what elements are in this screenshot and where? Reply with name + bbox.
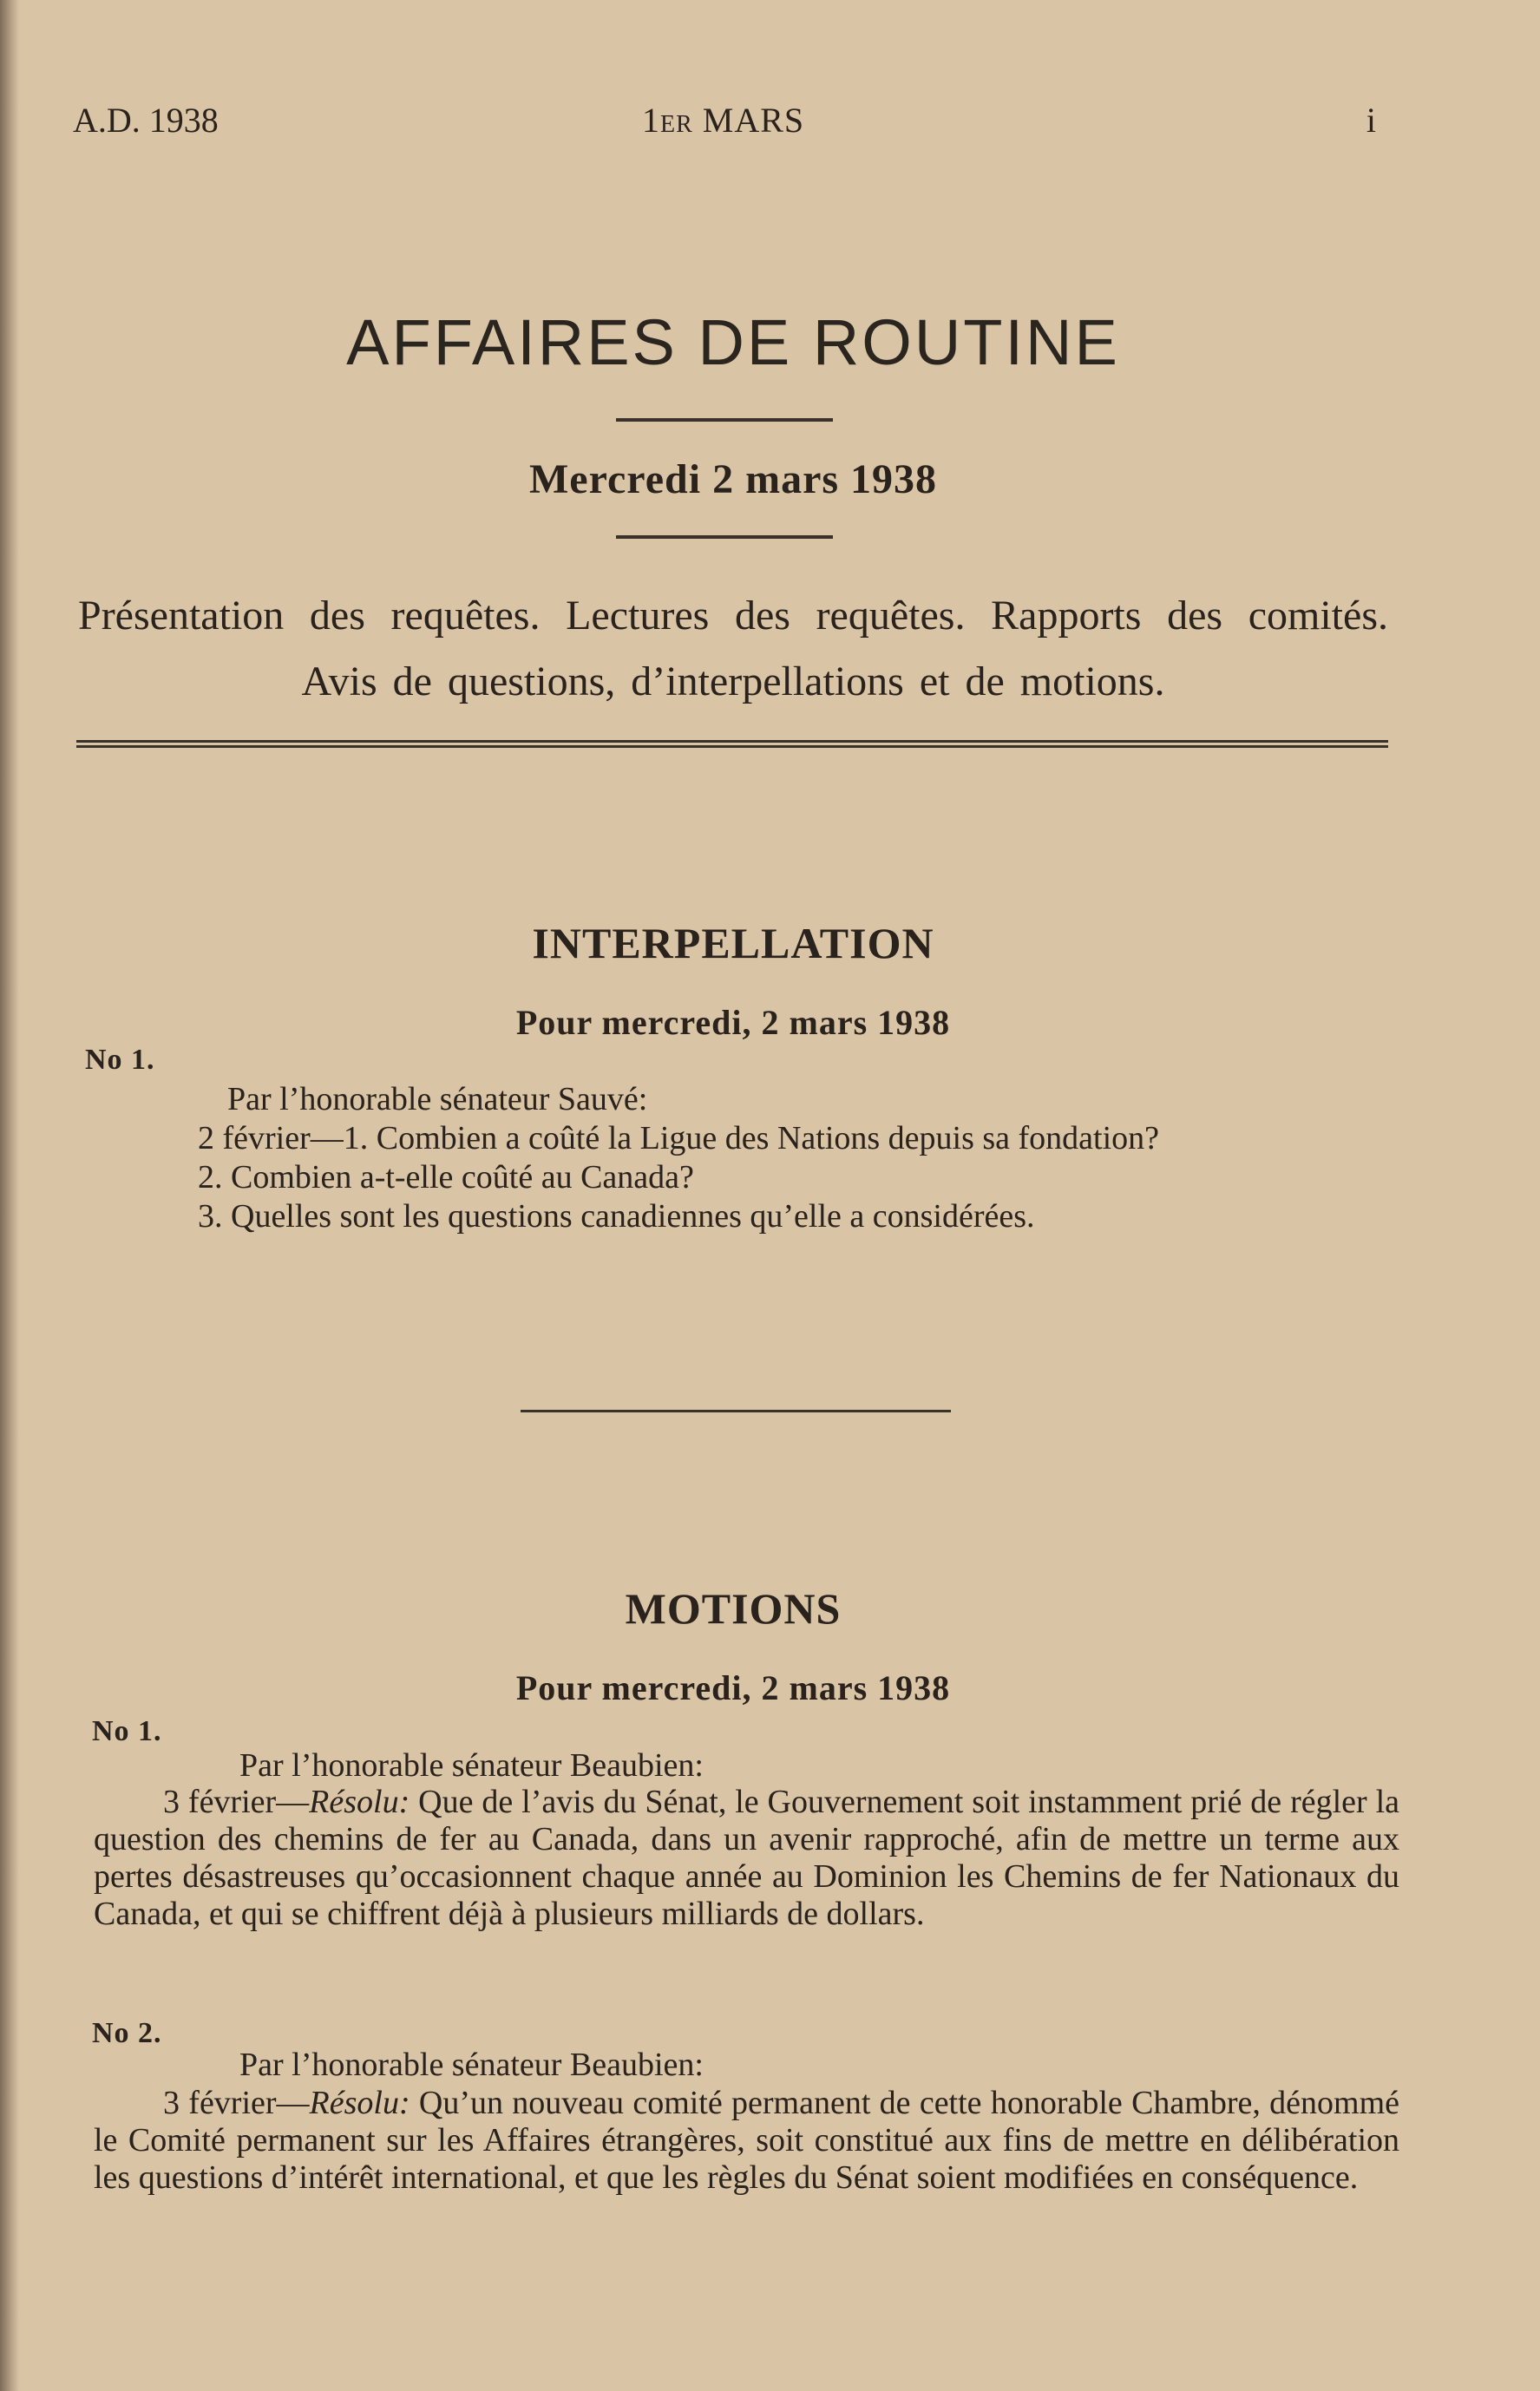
header-date-month: MARS <box>702 101 805 140</box>
running-header <box>69 100 1388 143</box>
motion-1-date: 3 février— <box>163 1784 310 1820</box>
motions-title: MOTIONS <box>625 1584 842 1633</box>
motion-1-body: Que de l’avis du Sénat, le Gouvernement soit instamment prié de régler la question des chemins de fer au Canada, dans un avenir rapproché, afin de mettre un terme aux pertes désastreuses qu’occasionnent chaque année au Dominion les Chemins de fer Nationaux du Canada, et qui se chiffrent déjà à plusieurs milliards de dollars. <box>94 1784 1399 1932</box>
interpellation-number: No 1. <box>85 1044 155 1076</box>
motion-2-resolu: Résolu: <box>309 2085 410 2121</box>
date-rule <box>616 535 833 539</box>
date-heading: Mercredi 2 mars 1938 <box>528 456 938 502</box>
header-date-number: 1 <box>642 101 660 140</box>
motion-2-date: 3 février— <box>163 2085 310 2121</box>
section-rule <box>521 1410 951 1412</box>
motion-2-number: No 2. <box>92 2017 162 2049</box>
motions-date: Pour mercredi, 2 mars 1938 <box>515 1668 951 1707</box>
title-rule <box>616 418 833 422</box>
page-number: i <box>1366 101 1376 140</box>
header-date <box>642 100 804 141</box>
interpellation-date: Pour mercredi, 2 mars 1938 <box>515 1003 951 1042</box>
interpellation-question-1: 2 février—1. Combien a coûté la Ligue des Nations depuis sa fondation? <box>198 1120 1160 1156</box>
header-date-suffix: ER <box>660 111 693 138</box>
order-of-business: Présentation des requêtes. Lectures des requêtes. Rapports des comités. Avis de questions, d’interpellations et de motions. <box>78 593 1388 704</box>
interpellation-sponsor: Par l’honorable sénateur Sauvé: <box>227 1081 648 1117</box>
motion-1-sponsor: Par l’honorable sénateur Beaubien: <box>239 1747 704 1784</box>
section-double-rule <box>76 740 1388 748</box>
header-year: A.D. 1938 <box>73 101 219 140</box>
interpellation-question-2: 2. Combien a-t-elle coûté au Canada? <box>198 1159 694 1196</box>
motion-1-number: No 1. <box>92 1715 162 1747</box>
motion-2-sponsor: Par l’honorable sénateur Beaubien: <box>239 2047 704 2083</box>
motion-2-text <box>94 2085 1399 2197</box>
motion-2-body: Qu’un nouveau comité permanent de cette honorable Chambre, dénommé le Comité permanent sur les Affaires étrangères, soit constitué aux fins de mettre en délibération les questions d’intérêt international, et que les règles du Sénat soient modifiées en conséquence. <box>94 2085 1399 2196</box>
motion-1-text <box>94 1784 1399 1933</box>
interpellation-question-3: 3. Quelles sont les questions canadiennes qu’elle a considérées. <box>198 1198 1035 1235</box>
page-title: AFFAIRES DE ROUTINE <box>346 306 1120 378</box>
motion-1-resolu: Résolu: <box>309 1784 410 1820</box>
interpellation-title: INTERPELLATION <box>532 919 934 967</box>
